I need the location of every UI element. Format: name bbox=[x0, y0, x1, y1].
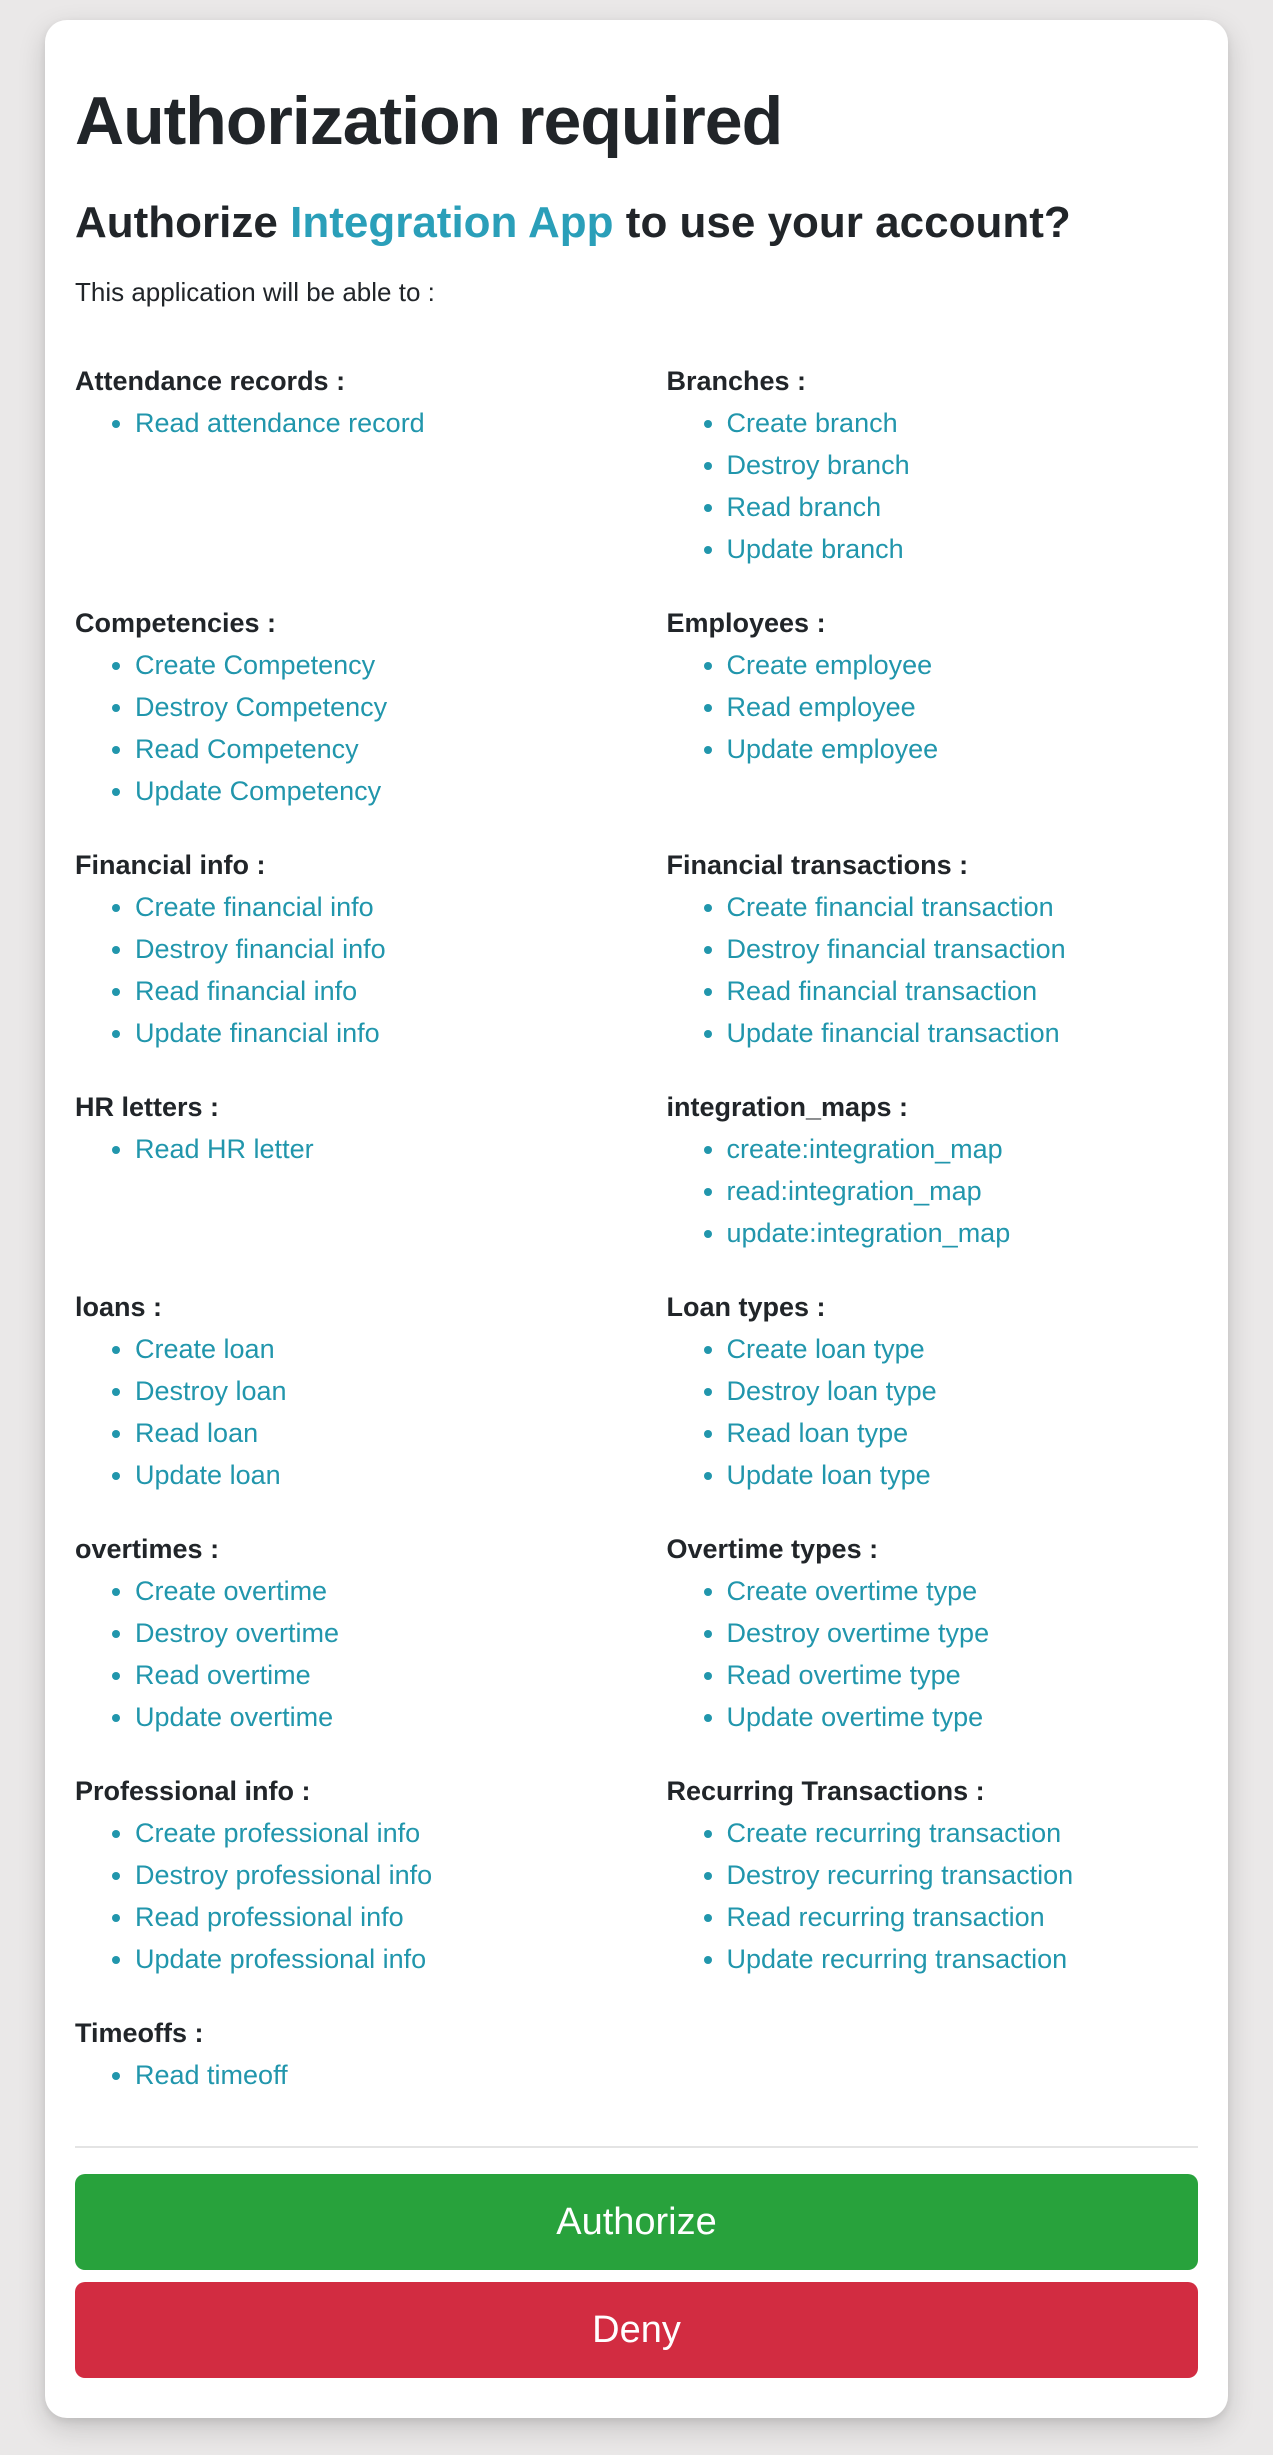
scope-item: • Create employee bbox=[727, 644, 1199, 686]
group-integration-maps bbox=[667, 1086, 1199, 1254]
scope-item: • Update financial info bbox=[135, 1012, 607, 1054]
authorize-button[interactable]: Authorize bbox=[75, 2174, 1198, 2270]
scope-item: • Read loan type bbox=[727, 1412, 1199, 1454]
group-title: Overtime types : bbox=[666, 1534, 879, 1564]
scope-item: • Destroy professional info bbox=[135, 1854, 607, 1896]
scope-item: • Read recurring transaction bbox=[727, 1896, 1199, 1938]
scope-item: • Update financial transaction bbox=[727, 1012, 1199, 1054]
scope-item: • Update recurring transaction bbox=[727, 1938, 1199, 1980]
scope-item: • Update overtime bbox=[135, 1696, 607, 1738]
divider bbox=[75, 2146, 1198, 2148]
group-branches bbox=[667, 360, 1199, 570]
intro-text: This application will be able to : bbox=[75, 277, 435, 307]
scope-item: • Update professional info bbox=[135, 1938, 607, 1980]
scope-list bbox=[75, 1812, 607, 1980]
scope-list bbox=[75, 886, 607, 1054]
action-buttons bbox=[75, 2174, 1198, 2378]
scope-item: • Create branch bbox=[727, 402, 1199, 444]
scope-item: • Read financial info bbox=[135, 970, 607, 1012]
group-financial-transactions bbox=[667, 844, 1199, 1054]
scope-list bbox=[667, 886, 1199, 1054]
group-loan-types bbox=[667, 1286, 1199, 1496]
subtitle-suffix: to use your account? bbox=[613, 198, 1071, 247]
authorization-card bbox=[45, 20, 1228, 2418]
scope-item: • Destroy Competency bbox=[135, 686, 607, 728]
scope-list bbox=[667, 1128, 1199, 1254]
group-title: HR letters : bbox=[75, 1092, 220, 1122]
group-professional-info bbox=[75, 1770, 607, 1980]
scope-item: • Destroy loan type bbox=[727, 1370, 1199, 1412]
scope-item: • Read financial transaction bbox=[727, 970, 1199, 1012]
scope-item: • Update Competency bbox=[135, 770, 607, 812]
scope-item: • Read attendance record bbox=[135, 402, 607, 444]
scope-list bbox=[667, 1812, 1199, 1980]
group-competencies bbox=[75, 602, 607, 812]
scope-item: • Read HR letter bbox=[135, 1128, 607, 1170]
scope-list bbox=[75, 644, 607, 812]
group-title: Financial transactions : bbox=[666, 850, 969, 880]
scope-item: • Create loan type bbox=[727, 1328, 1199, 1370]
scope-item: • Read employee bbox=[727, 686, 1199, 728]
group-employees bbox=[667, 602, 1199, 812]
scope-item: • Read overtime type bbox=[727, 1654, 1199, 1696]
scope-item: • Destroy financial transaction bbox=[727, 928, 1199, 970]
scope-item: • Read timeoff bbox=[135, 2054, 607, 2096]
scope-item: • Read professional info bbox=[135, 1896, 607, 1938]
group-timeoffs bbox=[75, 2012, 607, 2096]
scope-list bbox=[667, 1570, 1199, 1738]
group-overtime-types bbox=[667, 1528, 1199, 1738]
scope-item: • Create overtime type bbox=[727, 1570, 1199, 1612]
scope-list bbox=[75, 1328, 607, 1496]
page-title: Authorization required bbox=[75, 83, 783, 159]
group-title: Attendance records : bbox=[75, 366, 346, 396]
scope-item: • Read overtime bbox=[135, 1654, 607, 1696]
scope-item: • Update branch bbox=[727, 528, 1199, 570]
scope-item: • Create recurring transaction bbox=[727, 1812, 1199, 1854]
scope-item: • Read Competency bbox=[135, 728, 607, 770]
scope-list bbox=[667, 1328, 1199, 1496]
group-title: Loan types : bbox=[666, 1292, 826, 1322]
app-name: Integration App bbox=[290, 198, 614, 247]
scope-item: • Create financial info bbox=[135, 886, 607, 928]
scope-item: • Create overtime bbox=[135, 1570, 607, 1612]
group-title: Branches : bbox=[666, 366, 807, 396]
scope-item: • Destroy recurring transaction bbox=[727, 1854, 1199, 1896]
group-title: integration_maps : bbox=[666, 1092, 909, 1122]
group-financial-info bbox=[75, 844, 607, 1054]
scope-item: • Create financial transaction bbox=[727, 886, 1199, 928]
scope-list bbox=[75, 1570, 607, 1738]
scope-item: • Update loan type bbox=[727, 1454, 1199, 1496]
scope-item: • Create professional info bbox=[135, 1812, 607, 1854]
scope-item: • Destroy overtime bbox=[135, 1612, 607, 1654]
group-attendance-records bbox=[75, 360, 607, 570]
group-title: Recurring Transactions : bbox=[666, 1776, 985, 1806]
group-title: Employees : bbox=[666, 608, 826, 638]
scope-item: • Destroy loan bbox=[135, 1370, 607, 1412]
scope-item: • update:integration_map bbox=[727, 1212, 1199, 1254]
group-title: Timeoffs : bbox=[75, 2018, 204, 2048]
subtitle bbox=[75, 196, 1198, 249]
scope-item: • Update overtime type bbox=[727, 1696, 1199, 1738]
scope-list bbox=[667, 644, 1199, 770]
group-title: Financial info : bbox=[75, 850, 266, 880]
scope-item: • create:integration_map bbox=[727, 1128, 1199, 1170]
group-loans bbox=[75, 1286, 607, 1496]
scope-item: • Destroy financial info bbox=[135, 928, 607, 970]
scope-list bbox=[75, 2054, 607, 2096]
group-overtimes bbox=[75, 1528, 607, 1738]
scope-list bbox=[75, 402, 607, 444]
group-title: overtimes : bbox=[75, 1534, 220, 1564]
scope-item: • Create Competency bbox=[135, 644, 607, 686]
permissions-grid bbox=[75, 360, 1198, 2096]
scope-item: • read:integration_map bbox=[727, 1170, 1199, 1212]
scope-item: • Destroy branch bbox=[727, 444, 1199, 486]
scope-item: • Update loan bbox=[135, 1454, 607, 1496]
group-title: Competencies : bbox=[75, 608, 277, 638]
scope-item: • Destroy overtime type bbox=[727, 1612, 1199, 1654]
group-recurring-transactions bbox=[667, 1770, 1199, 1980]
scope-item: • Create loan bbox=[135, 1328, 607, 1370]
group-title: loans : bbox=[75, 1292, 163, 1322]
group-title: Professional info : bbox=[75, 1776, 311, 1806]
scope-item: • Read loan bbox=[135, 1412, 607, 1454]
subtitle-prefix: Authorize bbox=[75, 198, 291, 247]
scope-list bbox=[75, 1128, 607, 1170]
scope-item: • Update employee bbox=[727, 728, 1199, 770]
deny-button[interactable]: Deny bbox=[75, 2282, 1198, 2378]
scope-list bbox=[667, 402, 1199, 570]
group-hr-letters bbox=[75, 1086, 607, 1254]
scope-item: • Read branch bbox=[727, 486, 1199, 528]
